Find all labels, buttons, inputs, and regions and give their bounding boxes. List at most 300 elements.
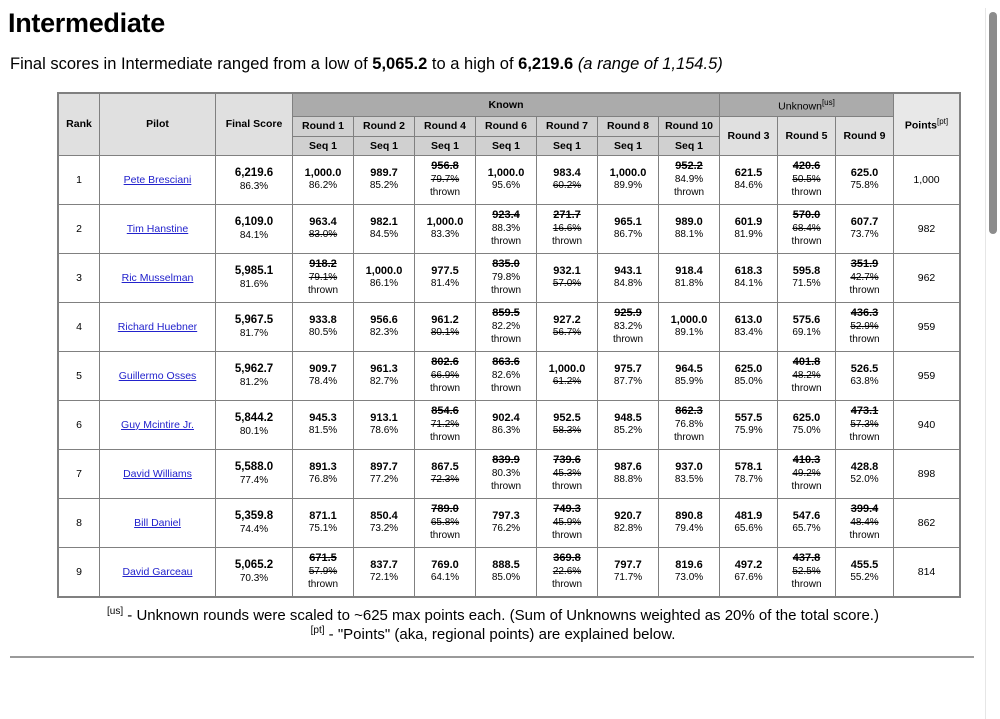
score-value: 1,000.0: [670, 313, 708, 326]
score-value: 613.0: [734, 313, 763, 326]
table-row: [58, 204, 960, 253]
pilot-link[interactable]: Guillermo Osses: [118, 369, 197, 382]
rank-cell: 6: [58, 400, 100, 449]
final-score-cell: [216, 204, 293, 253]
score-cell-unknown-3: [836, 547, 894, 597]
final-score-cell: [216, 155, 293, 204]
score-percent: 52.5%: [792, 566, 821, 578]
score-percent: 88.1%: [674, 229, 704, 241]
results-page: [0, 8, 986, 719]
score-cell-known-1: [293, 204, 354, 253]
score-cell-known-6: [598, 204, 659, 253]
score-value: 399.4: [850, 503, 879, 516]
score-cell-known-4: [476, 302, 537, 351]
score-value: 769.0: [431, 558, 459, 571]
final-score-percent: 77.4%: [239, 474, 269, 486]
points-cell: 898: [894, 449, 961, 498]
score-cell-known-5: [537, 498, 598, 547]
score-cell-known-4: [476, 547, 537, 597]
points-cell: 959: [894, 302, 961, 351]
score-percent: 82.8%: [613, 523, 643, 535]
score-cell-known-5: [537, 547, 598, 597]
final-score-value: 6,219.6: [234, 167, 274, 180]
score-value: 473.1: [850, 405, 879, 418]
score-cell-known-4: [476, 351, 537, 400]
score-cell-known-1: [293, 351, 354, 400]
score-value: 918.2: [309, 258, 337, 271]
thrown-label: thrown: [551, 235, 582, 247]
score-percent: 83.2%: [613, 321, 643, 333]
score-value: 1,000.0: [487, 166, 525, 179]
col-header-unknown-round-3: Round 9: [836, 116, 894, 155]
score-value: 982.1: [370, 215, 398, 228]
score-percent: 69.1%: [792, 327, 821, 339]
score-percent: 85.9%: [674, 376, 704, 388]
score-percent: 48.2%: [792, 370, 821, 382]
col-header-known-round-7: Round 10: [659, 116, 720, 136]
score-cell-known-1: [293, 498, 354, 547]
score-cell-known-3: [415, 302, 476, 351]
footnote-marker-pt: [pt]: [936, 117, 949, 127]
score-value: 428.8: [850, 460, 879, 473]
score-percent: 88.8%: [613, 474, 643, 486]
score-range-summary: [10, 55, 986, 75]
score-value: 952.5: [553, 411, 581, 424]
score-percent: 76.8%: [674, 419, 704, 431]
score-percent: 78.4%: [308, 376, 338, 388]
points-cell: 982: [894, 204, 961, 253]
score-percent: 48.4%: [850, 517, 879, 529]
pilot-cell: [100, 498, 216, 547]
score-percent: 42.7%: [850, 272, 879, 284]
score-value: 575.6: [792, 313, 821, 326]
score-cell-known-1: [293, 449, 354, 498]
score-percent: 77.2%: [369, 474, 399, 486]
score-percent: 63.8%: [850, 376, 879, 388]
bottom-divider: [10, 656, 974, 658]
final-score-percent: 70.3%: [239, 572, 269, 584]
score-cell-known-4: [476, 253, 537, 302]
score-cell-unknown-1: [720, 449, 778, 498]
score-cell-known-3: [415, 547, 476, 597]
score-cell-known-6: [598, 253, 659, 302]
score-value: 956.8: [431, 160, 459, 173]
col-header-known-round-6: Round 8: [598, 116, 659, 136]
score-percent: 50.5%: [792, 174, 821, 186]
score-cell-known-6: [598, 449, 659, 498]
score-percent: 55.2%: [850, 572, 879, 584]
thrown-label: thrown: [849, 333, 880, 345]
final-score-value: 5,065.2: [234, 559, 274, 572]
pilot-link[interactable]: Guy Mcintire Jr.: [121, 418, 194, 431]
score-value: 607.7: [850, 215, 879, 228]
score-cell-known-4: [476, 498, 537, 547]
rank-cell: 8: [58, 498, 100, 547]
score-value: 601.9: [734, 215, 763, 228]
score-value: 671.5: [309, 552, 337, 565]
thrown-label: thrown: [791, 480, 822, 492]
col-header-known-round-3: Round 4: [415, 116, 476, 136]
score-cell-unknown-2: [778, 155, 836, 204]
score-percent: 45.3%: [552, 468, 582, 480]
thrown-label: thrown: [791, 382, 822, 394]
col-header-known-seq-5: Seq 1: [537, 136, 598, 155]
score-cell-known-4: [476, 400, 537, 449]
score-cell-known-2: [354, 400, 415, 449]
score-percent: 83.5%: [674, 474, 704, 486]
score-percent: 85.0%: [734, 376, 763, 388]
pilot-link[interactable]: Tim Hanstine: [126, 222, 189, 235]
score-cell-known-6: [598, 155, 659, 204]
score-cell-known-2: [354, 351, 415, 400]
score-cell-unknown-1: [720, 204, 778, 253]
pilot-cell: [100, 400, 216, 449]
score-cell-known-1: [293, 155, 354, 204]
pilot-cell: [100, 547, 216, 597]
col-header-rank: Rank: [58, 93, 100, 156]
score-percent: 60.2%: [552, 180, 582, 192]
score-percent: 85.2%: [369, 180, 399, 192]
score-cell-known-5: [537, 400, 598, 449]
thrown-label: thrown: [490, 333, 521, 345]
score-percent: 71.5%: [792, 278, 821, 290]
pilot-link[interactable]: David Garceau: [122, 565, 193, 578]
thrown-label: thrown: [849, 529, 880, 541]
score-value: 625.0: [850, 166, 879, 179]
score-cell-known-5: [537, 302, 598, 351]
score-cell-unknown-1: [720, 302, 778, 351]
score-percent: 65.6%: [734, 523, 763, 535]
score-value: 867.5: [431, 460, 459, 473]
table-row: [58, 351, 960, 400]
pilot-cell: [100, 155, 216, 204]
rank-cell: 2: [58, 204, 100, 253]
score-percent: 64.1%: [430, 572, 460, 584]
score-percent: 81.9%: [734, 229, 763, 241]
score-cell-known-1: [293, 400, 354, 449]
score-value: 890.8: [675, 509, 703, 522]
score-value: 455.5: [850, 558, 879, 571]
footnote-marker: [us]: [107, 605, 124, 617]
score-value: 835.0: [492, 258, 520, 271]
final-score-percent: 80.1%: [239, 425, 269, 437]
final-score-cell: [216, 547, 293, 597]
final-score-value: 5,588.0: [234, 461, 274, 474]
thrown-label: thrown: [791, 186, 822, 198]
score-value: 937.0: [675, 460, 703, 473]
score-percent: 67.6%: [734, 572, 763, 584]
score-value: 925.9: [614, 307, 642, 320]
rank-cell: 5: [58, 351, 100, 400]
score-cell-known-7: [659, 302, 720, 351]
final-score-cell: [216, 400, 293, 449]
final-score-cell: [216, 498, 293, 547]
table-row: [58, 253, 960, 302]
col-header-unknown-round-1: Round 3: [720, 116, 778, 155]
table-row: [58, 302, 960, 351]
score-cell-unknown-3: [836, 204, 894, 253]
score-value: 481.9: [734, 509, 763, 522]
score-cell-known-4: [476, 204, 537, 253]
thrown-label: thrown: [429, 529, 460, 541]
score-value: 888.5: [492, 558, 520, 571]
score-percent: 78.7%: [734, 474, 763, 486]
score-value: 739.6: [553, 454, 581, 467]
score-value: 369.8: [553, 552, 581, 565]
score-percent: 56.7%: [552, 327, 582, 339]
points-cell: 1,000: [894, 155, 961, 204]
col-header-known-round-1: Round 1: [293, 116, 354, 136]
score-cell-known-3: [415, 449, 476, 498]
score-cell-known-6: [598, 351, 659, 400]
score-cell-unknown-3: [836, 351, 894, 400]
col-header-known-seq-3: Seq 1: [415, 136, 476, 155]
score-percent: 57.0%: [552, 278, 582, 290]
score-percent: 88.3%: [491, 223, 521, 235]
score-percent: 76.2%: [491, 523, 521, 535]
score-percent: 85.2%: [613, 425, 643, 437]
score-value: 1,000.0: [304, 166, 342, 179]
col-header-known-seq-1: Seq 1: [293, 136, 354, 155]
col-header-known-round-5: Round 7: [537, 116, 598, 136]
score-cell-known-1: [293, 253, 354, 302]
score-value: 909.7: [309, 362, 337, 375]
thrown-label: thrown: [849, 431, 880, 443]
score-value: 526.5: [850, 362, 879, 375]
score-value: 854.6: [431, 405, 459, 418]
score-value: 1,000.0: [426, 215, 464, 228]
col-header-final-score: Final Score: [216, 93, 293, 156]
score-percent: 81.4%: [430, 278, 460, 290]
pilot-link[interactable]: Ric Musselman: [121, 271, 194, 284]
score-percent: 61.2%: [552, 376, 582, 388]
score-cell-known-2: [354, 449, 415, 498]
thrown-label: thrown: [612, 333, 643, 345]
score-percent: 22.6%: [552, 566, 582, 578]
scrollbar-thumb[interactable]: [989, 12, 997, 234]
score-percent: 82.7%: [369, 376, 399, 388]
score-cell-known-2: [354, 498, 415, 547]
score-value: 927.2: [553, 313, 581, 326]
score-cell-known-3: [415, 204, 476, 253]
final-score-cell: [216, 449, 293, 498]
score-value: 902.4: [492, 411, 520, 424]
final-score-percent: 81.6%: [239, 278, 269, 290]
score-percent: 49.2%: [792, 468, 821, 480]
score-value: 897.7: [370, 460, 398, 473]
score-value: 401.8: [792, 356, 821, 369]
score-value: 923.4: [492, 209, 520, 222]
score-percent: 71.7%: [613, 572, 643, 584]
score-cell-known-3: [415, 400, 476, 449]
score-value: 871.1: [309, 509, 337, 522]
score-percent: 79.1%: [308, 272, 338, 284]
score-cell-known-7: [659, 547, 720, 597]
score-value: 839.9: [492, 454, 520, 467]
score-percent: 66.9%: [430, 370, 460, 382]
summary-range: (a range of 1,154.5): [577, 55, 723, 73]
score-percent: 57.3%: [850, 419, 879, 431]
col-header-known-round-2: Round 2: [354, 116, 415, 136]
score-value: 802.6: [431, 356, 459, 369]
score-percent: 79.8%: [491, 272, 521, 284]
score-percent: 76.8%: [308, 474, 338, 486]
score-value: 797.7: [614, 558, 642, 571]
score-value: 837.7: [370, 558, 398, 571]
score-percent: 86.2%: [308, 180, 338, 192]
band-header-unknown: [720, 93, 894, 117]
score-percent: 73.7%: [850, 229, 879, 241]
thrown-label: thrown: [307, 578, 338, 590]
score-value: 570.0: [792, 209, 821, 222]
score-percent: 75.1%: [308, 523, 338, 535]
score-value: 989.0: [675, 215, 703, 228]
score-cell-known-3: [415, 155, 476, 204]
final-score-cell: [216, 351, 293, 400]
score-cell-known-4: [476, 449, 537, 498]
summary-high-score: 6,219.6: [518, 55, 574, 73]
score-cell-unknown-1: [720, 400, 778, 449]
score-value: 963.4: [309, 215, 337, 228]
score-value: 789.0: [431, 503, 459, 516]
rank-cell: 7: [58, 449, 100, 498]
pilot-link[interactable]: David Williams: [123, 467, 192, 480]
final-score-value: 5,985.1: [234, 265, 274, 278]
table-row: [58, 498, 960, 547]
score-value: 977.5: [431, 264, 459, 277]
score-cell-known-3: [415, 351, 476, 400]
score-cell-known-1: [293, 547, 354, 597]
score-cell-known-5: [537, 204, 598, 253]
score-cell-known-2: [354, 204, 415, 253]
thrown-label: thrown: [791, 235, 822, 247]
score-value: 975.7: [614, 362, 642, 375]
score-cell-unknown-2: [778, 204, 836, 253]
thrown-label: thrown: [490, 382, 521, 394]
score-cell-known-7: [659, 449, 720, 498]
pilot-cell: [100, 253, 216, 302]
final-score-cell: [216, 253, 293, 302]
pilot-link[interactable]: Pete Bresciani: [123, 173, 192, 186]
score-cell-known-2: [354, 547, 415, 597]
thrown-label: thrown: [429, 382, 460, 394]
score-cell-known-3: [415, 253, 476, 302]
col-header-pilot: Pilot: [100, 93, 216, 156]
score-percent: 86.7%: [613, 229, 643, 241]
score-percent: 87.7%: [613, 376, 643, 388]
score-percent: 80.1%: [430, 327, 460, 339]
thrown-label: thrown: [490, 235, 521, 247]
rank-cell: 3: [58, 253, 100, 302]
score-value: 965.1: [614, 215, 642, 228]
final-score-percent: 74.4%: [239, 523, 269, 535]
score-cell-known-5: [537, 449, 598, 498]
score-value: 420.6: [792, 160, 821, 173]
score-value: 621.5: [734, 166, 763, 179]
final-score-percent: 86.3%: [239, 180, 269, 192]
score-cell-known-7: [659, 204, 720, 253]
score-percent: 82.2%: [491, 321, 521, 333]
score-cell-unknown-3: [836, 302, 894, 351]
score-value: 625.0: [734, 362, 763, 375]
footnote-text: - Unknown rounds were scaled to ~625 max points each. (Sum of Unknowns weighted as 20% of the total score.): [123, 606, 879, 624]
score-percent: 95.6%: [491, 180, 521, 192]
score-percent: 71.2%: [430, 419, 460, 431]
score-value: 983.4: [553, 166, 581, 179]
score-value: 436.3: [850, 307, 879, 320]
score-cell-unknown-2: [778, 547, 836, 597]
score-value: 945.3: [309, 411, 337, 424]
footnote-text: - "Points" (aka, regional points) are explained below.: [324, 625, 676, 643]
score-cell-unknown-2: [778, 498, 836, 547]
score-value: 1,000.0: [365, 264, 403, 277]
final-score-percent: 81.7%: [239, 327, 269, 339]
table-row: [58, 449, 960, 498]
score-percent: 83.0%: [308, 229, 338, 241]
score-cell-known-2: [354, 155, 415, 204]
score-value: 497.2: [734, 558, 763, 571]
score-cell-known-4: [476, 155, 537, 204]
score-value: 437.8: [792, 552, 821, 565]
score-value: 819.6: [675, 558, 703, 571]
score-percent: 68.4%: [792, 223, 821, 235]
score-percent: 89.1%: [674, 327, 704, 339]
band-header-unknown-label: Unknown: [778, 100, 822, 113]
score-percent: 81.5%: [308, 425, 338, 437]
pilot-link[interactable]: Bill Daniel: [134, 516, 181, 529]
thrown-label: thrown: [791, 578, 822, 590]
table-row: [58, 155, 960, 204]
score-value: 410.3: [792, 454, 821, 467]
score-percent: 86.1%: [369, 278, 399, 290]
thrown-label: thrown: [551, 529, 582, 541]
score-percent: 65.8%: [430, 517, 460, 529]
score-percent: 80.5%: [308, 327, 338, 339]
final-score-percent: 84.1%: [239, 229, 269, 241]
score-value: 1,000.0: [548, 362, 586, 375]
score-value: 989.7: [370, 166, 398, 179]
thrown-label: thrown: [551, 480, 582, 492]
score-cell-known-3: [415, 498, 476, 547]
pilot-cell: [100, 302, 216, 351]
score-percent: 52.0%: [850, 474, 879, 486]
score-percent: 81.8%: [674, 278, 704, 290]
score-value: 913.1: [370, 411, 398, 424]
pilot-link[interactable]: Richard Huebner: [117, 320, 198, 333]
score-cell-unknown-1: [720, 498, 778, 547]
score-percent: 45.9%: [552, 517, 582, 529]
final-score-value: 5,967.5: [234, 314, 274, 327]
table-row: [58, 400, 960, 449]
score-cell-unknown-3: [836, 155, 894, 204]
score-value: 618.3: [734, 264, 763, 277]
score-value: 859.5: [492, 307, 520, 320]
score-cell-unknown-2: [778, 302, 836, 351]
score-value: 943.1: [614, 264, 642, 277]
score-percent: 79.7%: [430, 174, 460, 186]
score-cell-unknown-3: [836, 400, 894, 449]
score-percent: 73.0%: [674, 572, 704, 584]
results-table-wrapper: [57, 92, 986, 598]
score-value: 271.7: [553, 209, 581, 222]
results-table: [57, 92, 961, 598]
vertical-scrollbar[interactable]: [985, 8, 1000, 719]
score-cell-unknown-3: [836, 253, 894, 302]
score-value: 578.1: [734, 460, 763, 473]
score-cell-known-1: [293, 302, 354, 351]
thrown-label: thrown: [673, 186, 704, 198]
thrown-label: thrown: [429, 186, 460, 198]
